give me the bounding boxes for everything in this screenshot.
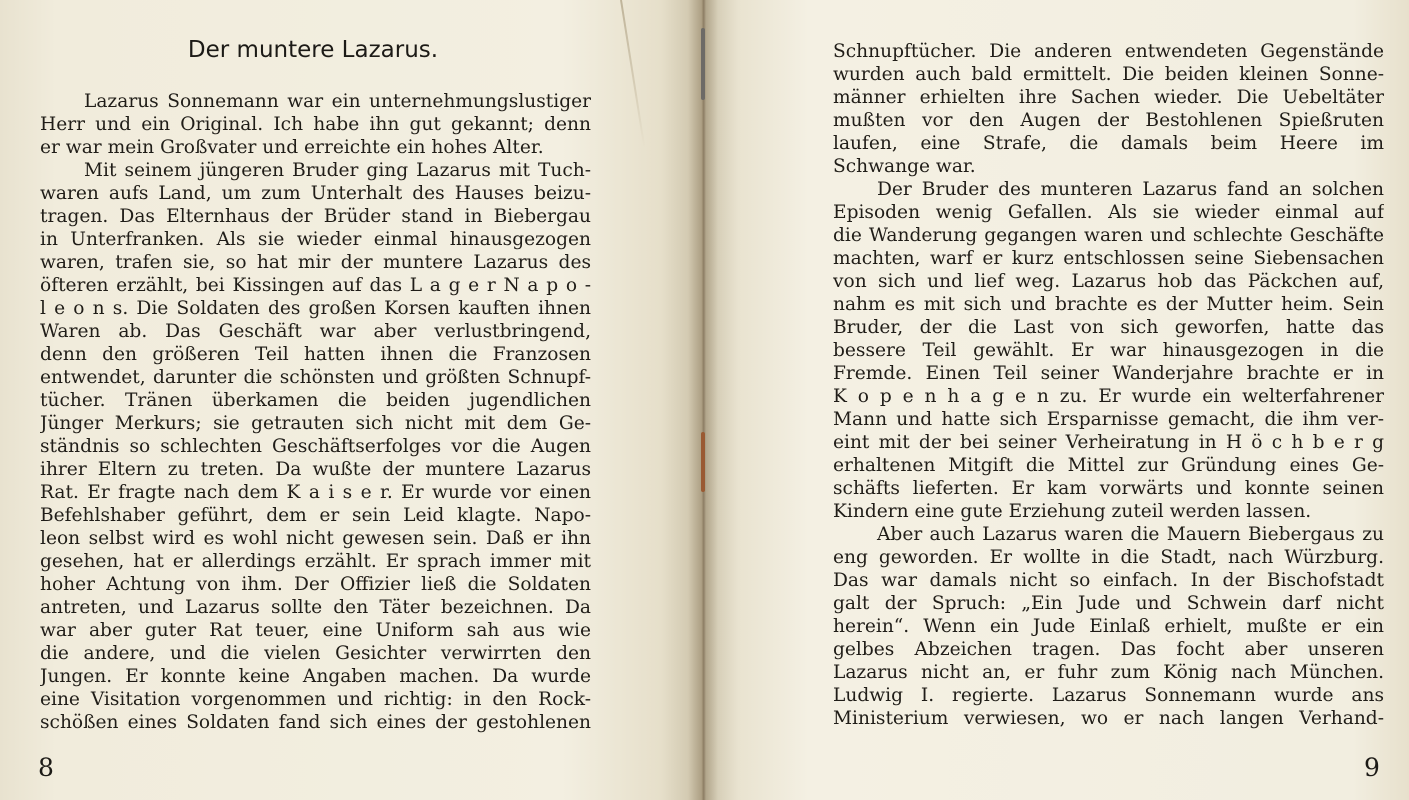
text-line: mußten vor den Augen der Bestohlenen Spießruten	[833, 110, 1384, 131]
text-line: Waren ab. Das Geschäft war aber verlustbringend,	[40, 321, 591, 342]
text-line: waren, trafen sie, so hat mir der muntere Lazarus des	[40, 252, 591, 273]
text-line: er war mein Großvater und erreichte ein hohes Alter.	[40, 137, 544, 158]
text-line: Lazarus Sonnemann war ein unternehmungslustiger	[84, 91, 591, 112]
text-line: Schwange war.	[833, 156, 976, 177]
text-line: Herr und ein Original. Ich habe ihn gut gekannt; denn	[40, 114, 591, 135]
paper-tear	[620, 0, 645, 148]
text-line: männer erhielten ihre Sachen wieder. Die Uebeltäter	[833, 87, 1384, 108]
text-line: in Unterfranken. Als sie wieder einmal hinausgezogen	[40, 229, 591, 250]
text-line: Mit seinem jüngeren Bruder ging Lazarus mit Tuch-	[84, 160, 591, 181]
text-line: hoher Achtung von ihm. Der Offizier ließ die Soldaten	[40, 574, 591, 595]
text-line: Episoden wenig Gefallen. Als sie wieder einmal auf	[833, 202, 1384, 223]
text-line: gesehen, hat er allerdings erzählt. Er sprach immer mit	[40, 551, 591, 572]
text-line: Kindern eine gute Erziehung zuteil werden lassen.	[833, 501, 1312, 522]
text-line: schäfts lieferten. Er kam vorwärts und konnte seinen	[833, 478, 1384, 499]
binding-stitch	[701, 432, 705, 492]
text-line: ständnis so schlechten Geschäftserfolges vor die Augen	[40, 436, 591, 457]
text-line: die Wanderung gegangen waren und schlechte Geschäfte	[833, 225, 1384, 246]
book-gutter	[688, 0, 718, 800]
text-line: machten, warf er kurz entschlossen seine Siebensachen	[833, 248, 1384, 269]
text-line: schößen eines Soldaten fand sich eines der gestohlenen	[40, 712, 591, 733]
text-line: Das war damals nicht so einfach. In der Bischofstadt	[833, 570, 1384, 591]
chapter-title: Der muntere Lazarus.	[187, 37, 439, 63]
text-line: Fremde. Einen Teil seiner Wanderjahre brachte er in	[833, 363, 1384, 384]
text-line: entwendet, darunter die schönsten und größten Schnupf-	[40, 367, 591, 388]
text-line: Ministerium verwiesen, wo er nach langen Verhand-	[833, 708, 1384, 729]
left-page-body	[40, 90, 591, 734]
text-line: Schnupftücher. Die anderen entwendeten Gegenstände	[833, 41, 1384, 62]
text-line: Rat. Er fragte nach dem K a i s e r. Er wurde vor einen	[40, 482, 591, 503]
text-line: nahm es mit sich und brachte es der Mutter heim. Sein	[833, 294, 1384, 315]
text-line: Bruder, der die Last von sich geworfen, hatte das	[833, 317, 1384, 338]
text-line: K o p e n h a g e n zu. Er wurde ein welterfahrener	[833, 386, 1384, 407]
text-line: eine Visitation vorgenommen und richtig: in den Rock-	[40, 689, 591, 710]
text-line: herein“. Wenn ein Jude Einlaß erhielt, mußte er ein	[833, 616, 1384, 637]
text-line: Lazarus nicht an, er fuhr zum König nach München.	[833, 662, 1384, 683]
text-line: l e o n s. Die Soldaten des großen Korsen kauften ihnen	[40, 298, 591, 319]
text-line: gelbes Abzeichen tragen. Das focht aber unseren	[833, 639, 1384, 660]
text-line: leon selbst wird es wohl nicht gewesen sein. Daß er ihn	[40, 528, 591, 549]
text-line: eint mit der bei seiner Verheiratung in H ö c h b e r g	[833, 432, 1384, 453]
text-line: laufen, eine Strafe, die damals beim Heere im	[833, 133, 1384, 154]
text-line: Mann und hatte sich Ersparnisse gemacht, die ihm ver-	[833, 409, 1384, 430]
text-line: Befehlshaber geführt, dem er sein Leid klagte. Napo-	[40, 505, 591, 526]
text-line: wurden auch bald ermittelt. Die beiden kleinen Sonne-	[833, 64, 1384, 85]
text-line: bessere Teil gewählt. Er war hinausgezogen in die	[833, 340, 1384, 361]
page-number-right: 9	[1364, 753, 1380, 782]
text-line: von sich und lief weg. Lazarus hob das Päckchen auf,	[833, 271, 1384, 292]
text-line: war aber guter Rat teuer, eine Uniform sah aus wie	[40, 620, 591, 641]
right-page-body	[833, 40, 1384, 730]
text-line: Aber auch Lazarus waren die Mauern Biebergaus zu	[877, 524, 1384, 545]
text-line: erhaltenen Mitgift die Mittel zur Gründung eines Ge-	[833, 455, 1384, 476]
text-line: denn den größeren Teil hatten ihnen die Franzosen	[40, 344, 591, 365]
text-line: öfteren erzählt, bei Kissingen auf das L a g e r N a p o -	[40, 275, 591, 296]
text-line: eng geworden. Er wollte in die Stadt, nach Würzburg.	[833, 547, 1384, 568]
text-line: Ludwig I. regierte. Lazarus Sonnemann wurde ans	[833, 685, 1384, 706]
text-line: Jünger Merkurs; sie getrauten sich nicht mit dem Ge-	[40, 413, 591, 434]
text-line: ihrer Eltern zu treten. Da wußte der muntere Lazarus	[40, 459, 591, 480]
text-line: tücher. Tränen überkamen die beiden jugendlichen	[40, 390, 591, 411]
text-line: Der Bruder des munteren Lazarus fand an solchen	[877, 179, 1384, 200]
text-line: tragen. Das Elternhaus der Brüder stand in Biebergau	[40, 206, 591, 227]
page-number-left: 8	[38, 753, 54, 782]
text-line: Jungen. Er konnte keine Angaben machen. Da wurde	[40, 666, 591, 687]
text-line: galt der Spruch: „Ein Jude und Schwein darf nicht	[833, 593, 1384, 614]
binding-stitch	[701, 28, 705, 100]
text-line: die andere, und die vielen Gesichter verwirrten den	[40, 643, 591, 664]
left-page	[0, 0, 703, 800]
text-line: waren aufs Land, um zum Unterhalt des Hauses beizu-	[40, 183, 591, 204]
text-line: antreten, und Lazarus sollte den Täter bezeichnen. Da	[40, 597, 591, 618]
